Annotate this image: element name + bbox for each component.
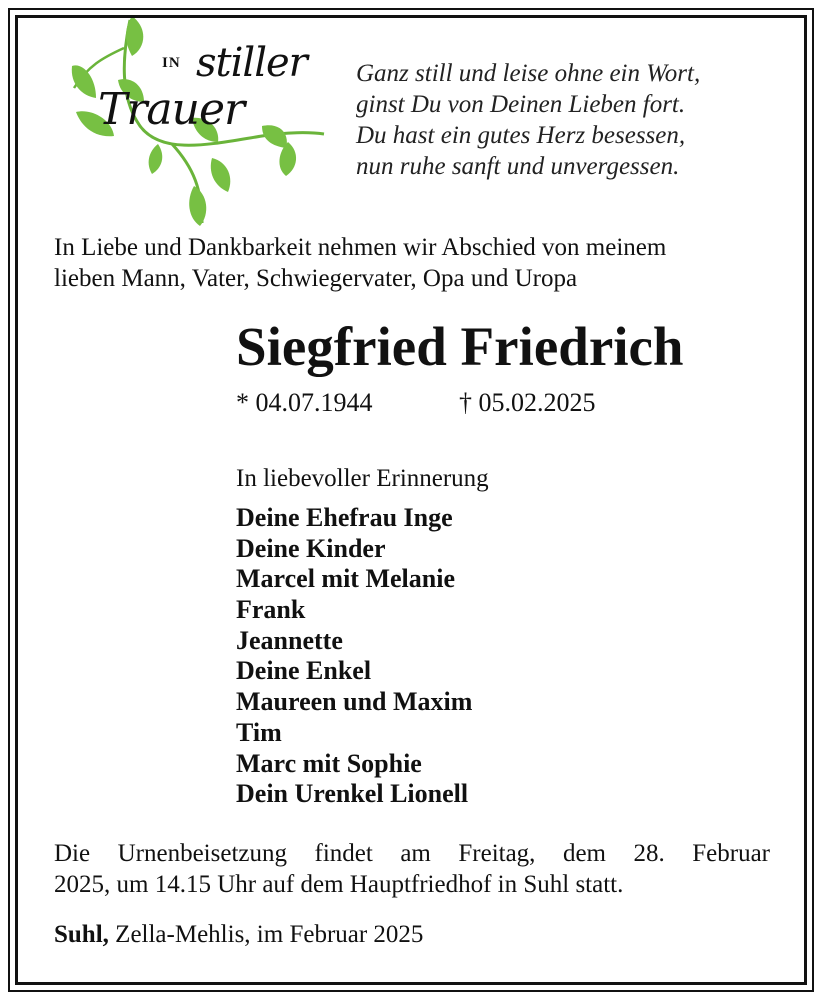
mourner-item: Dein Urenkel Lionell — [236, 779, 469, 809]
intro-line: lieben Mann, Vater, Schwiegervater, Opa und Uropa — [54, 265, 578, 292]
poem — [356, 58, 700, 182]
death-date: † 05.02.2025 — [459, 388, 596, 417]
funeral-notice — [54, 838, 770, 900]
emblem-word-stiller: stiller — [196, 40, 307, 86]
funeral-line: 2025, um 14.15 Uhr auf dem Hauptfriedhof in Suhl statt. — [54, 871, 624, 898]
emblem-word-trauer: Trauer — [98, 84, 245, 135]
mourner-item: Jeannette — [236, 625, 343, 655]
signoff — [54, 918, 423, 952]
poem-line: ginst Du von Deinen Lieben fort. — [356, 91, 686, 118]
mourner-item: Maureen und Maxim — [236, 687, 473, 717]
deceased-name: Siegfried Friedrich — [236, 316, 684, 377]
emblem-word-in: IN — [162, 55, 181, 71]
mourner-item: Marcel mit Melanie — [236, 564, 455, 594]
signoff-rest: Zella-Mehlis, im Februar 2025 — [108, 921, 424, 948]
mourner-item: Marc mit Sophie — [236, 748, 422, 778]
poem-line: Ganz still und leise ohne ein Wort, — [356, 60, 701, 87]
mourner-item: Deine Ehefrau Inge — [236, 503, 453, 532]
intro-text — [54, 232, 666, 294]
signoff-place: Suhl, — [54, 921, 109, 948]
intro-line: In Liebe und Dankbarkeit nehmen wir Abschied von meinem — [54, 234, 667, 261]
life-dates — [236, 386, 596, 420]
mourner-item: Deine Kinder — [236, 533, 386, 563]
memory-line: In liebevoller Erinnerung — [236, 465, 489, 492]
in-stiller-trauer-emblem — [62, 18, 332, 230]
funeral-line: Die Urnenbeisetzung findet am Freitag, dem 28. Februar — [54, 840, 770, 867]
mourners-list — [236, 503, 472, 810]
birth-date: * 04.07.1944 — [236, 388, 373, 417]
mourner-item: Frank — [236, 595, 306, 625]
mourner-item: Tim — [236, 717, 282, 747]
mourner-item: Deine Enkel — [236, 656, 372, 686]
poem-line: Du hast ein gutes Herz besessen, — [356, 122, 686, 149]
poem-line: nun ruhe sanft und unvergessen. — [356, 153, 680, 180]
